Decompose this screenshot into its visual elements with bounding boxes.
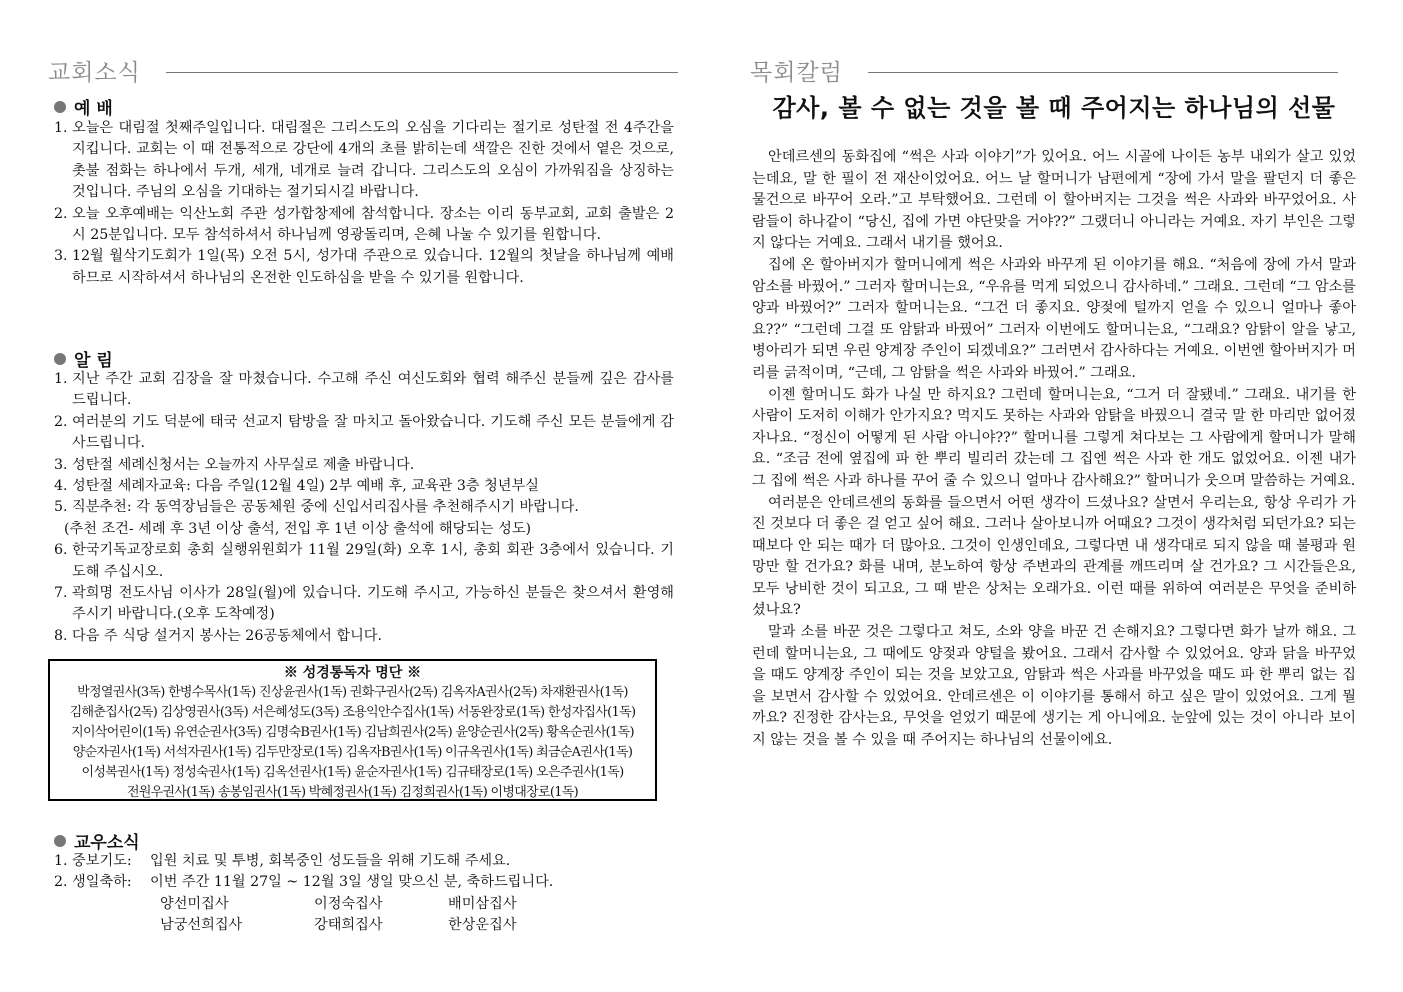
church-news-title: 교회소식 (48, 54, 151, 87)
bullet-icon (54, 835, 66, 847)
alumni-title: 교우소식 (74, 833, 140, 853)
reader-row: 양순자권사(1독) 서석자권사(1독) 김두만장로(1독) 김옥자B권사(1독) 이규옥권사(1독) 최금순A권사(1독) (72, 745, 633, 760)
birthday-name: 이정숙집사 (314, 895, 383, 912)
birthday-name: 남궁선희집사 (160, 916, 243, 933)
birthday-name: 강태희집사 (314, 916, 383, 933)
column-paragraph: 이젠 할머니도 화가 나실 만 하지요? 그런데 할머니는요, “그거 더 잘됐네.” 그래요. 내기를 한 사람이 도저히 이해가 안가지요? 먹지도 못하는 사과와 암탉을 바꿨으니 결국 말 한 마리만 없어졌자나요. “정신이 어떻게 된 사람 아니야??” 할머니를 그렇게 쳐다보는 그 사람에게 할머니가 말해요. “조금 전에 옆집에 파 한 뿌리 빌리러 갔는데 그 집엔 썩은 사과 한 개도 없었어요. 이젠 내가 그 집에 썩은 사과 하나를 꾸어 줄 수 있으니 얼마나 감사해요?” 할머니가 웃으며 말씀하는 거예요. (752, 386, 1356, 489)
list-item: 6. 한국기독교장로회 총회 실행위원회가 11월 29일(화) 오후 1시, 총회 회관 3층에서 있습니다. 기도해 주십시오. (54, 542, 674, 580)
reader-row: 박정열권사(3독) 한병수목사(1독) 진상윤권사(1독) 권화구권사(2독) 김옥자A권사(2독) 차재환권사(1독) (77, 685, 628, 700)
column-paragraph: 안데르센의 동화집에 “썩은 사과 이야기”가 있어요. 어느 시골에 나이든 농부 내외가 살고 있었는데요, 말 한 필이 전 재산이었어요. 어느 날 할머니가 남편에게 “장에 가서 말을 팔던지 더 좋은 물건으로 바꾸어 오라.”고 부탁했어요. 그런데 이 할아버지는 그것을 썩은 사과와 바꾸었어요. 사람들이 하나같이 “당신, 집에 가면 야단맞을 거야??” 그랬더니 아니라는 거예요. 자기 부인은 그렇지 않다는 거예요. 그래서 내기를 했어요. (752, 149, 1356, 252)
list-item: 4. 성탄절 세례자교육: 다음 주일(12월 4일) 2부 예배 후, 교육관 3층 청년부실 (54, 478, 539, 495)
column-paragraph: 집에 온 할아버지가 할머니에게 썩은 사과와 바꾸게 된 이야기를 해요. “처음에 장에 가서 말과 암소를 바꿨어.” 그러자 할머니는요, “우유를 먹게 되었으니 감사하네.” 그래요. 그런데 “그 암소를 양과 바꿨어?” 그러자 할머니는요. “그건 더 좋지요. 양젖에 털까지 얻을 수 있으니 얼마나 좋아요??” “그런데 그걸 또 암탉과 바꿨어” 그러자 이번에도 할머니는요, “그래요? 암탉이 알을 낳고, 병아리가 되면 우린 양계장 주인이 되겠네요?” 그러면서 감사하다는 거예요. 이번엔 할아버지가 머리를 긁적이며, “근데, 그 암탉을 썩은 사과와 바꿨어.” 그래요. (752, 256, 1356, 381)
birthday-label: 2. 생일축하: (54, 874, 132, 891)
prayer-text: 입원 치료 및 투병, 회복중인 성도들을 위해 기도해 주세요. (150, 853, 511, 869)
reader-row: 김해춘집사(2독) 김상영권사(3독) 서은혜성도(3독) 조용익안수집사(1독) 서동완장로(1독) 한성자집사(1독) (69, 705, 636, 720)
list-item: 7. 곽희명 전도사님 이사가 28일(월)에 있습니다. 기도해 주시고, 가능하신 분들은 찾으셔서 환영해 주시기 바랍니다.(오후 도착예정) (54, 585, 674, 623)
header-rule (166, 72, 678, 73)
bible-reading-box (48, 659, 657, 801)
column-title: 감사, 볼 수 없는 것을 볼 때 주어지는 하나님의 선물 (772, 94, 1336, 122)
bullet-icon (54, 353, 66, 365)
worship-list (50, 118, 674, 289)
bullet-icon (54, 101, 66, 113)
recommendation-condition: (추천 조건- 세례 후 3년 이상 출석, 전입 후 1년 이상 출석에 해당되는 성도) (64, 520, 532, 537)
birthday-name: 한상운집사 (448, 916, 517, 933)
notices-heading (54, 346, 113, 371)
birthday-name: 배미삼집사 (448, 895, 517, 912)
list-item: 2. 오늘 오후예배는 익산노회 주관 성가합창제에 참석합니다. 장소는 이리 동부교회, 교회 출발은 2시 25분입니다. 모두 참석하셔서 하나님께 영광돌리며, 은혜 나눌 수 있기를 원합니다. (54, 205, 674, 244)
reader-row: 지이삭어린이(1독) 유연순권사(3독) 김명숙B권사(1독) 김남희권사(2독) 윤양순권사(2독) 황옥순권사(1독) (71, 725, 634, 740)
notices-title: 알 림 (74, 351, 113, 371)
pastor-column-label: 목회칼럼 (750, 54, 853, 87)
list-item: 5. 직분추천: 각 동역장님들은 공동체원 중에 신입서리집사를 추천해주시기 바랍니다. (추천 조건- 세례 후 3년 이상 출석, 전입 후 1년 이상 출석에 해당되는 성도) (54, 499, 579, 537)
worship-heading (54, 94, 113, 119)
list-item: 3. 12월 월삭기도회가 1일(목) 오전 5시, 성가대 주관으로 있습니다. 12월의 첫날을 하나님께 예배하므로 시작하셔서 하나님의 온전한 인도하심을 받을 수 있기를 원합니다. (54, 248, 674, 286)
pastor-column-header (750, 52, 1358, 86)
birthday-names-row (50, 894, 678, 915)
list-item: 1. 지난 주간 교회 김장을 잘 마쳤습니다. 수고해 주신 여신도회와 협력 해주신 분들께 깊은 감사를 드립니다. (54, 371, 674, 409)
alumni-news (50, 851, 678, 936)
worship-title: 예 배 (74, 99, 113, 119)
prayer-label: 1. 중보기도: (54, 853, 132, 869)
church-news-header (48, 52, 678, 86)
birthday-text: 이번 주간 11월 27일 ~ 12월 3일 생일 맞으신 분, 축하드립니다. (150, 874, 554, 891)
list-item: 2. 여러분의 기도 덕분에 태국 선교지 탐방을 잘 마치고 돌아왔습니다. 기도해 주신 모든 분들에게 감사드립니다. (54, 413, 674, 452)
list-item: 3. 성탄절 세례신청서는 오늘까지 사무실로 제출 바랍니다. (54, 456, 415, 473)
alumni-heading (54, 828, 140, 853)
column-paragraph: 말과 소를 바꾼 것은 그렇다고 쳐도, 소와 양을 바꾼 건 손해지요? 그렇다면 화가 날까 해요. 그런데 할머니는요, 그 때에도 양젖과 양털을 봤어요. 그래서 감사할 수 있었어요. 양과 닭을 바꾸었을 때도 양계장 주인이 되는 것을 보았고요, 암탉과 썩은 사과를 바꾸었을 때도 파 한 뿌리 없는 집을 보면서 감사할 수 있었어요. 안데르센은 이 이야기를 통해서 하고 싶은 말이 있었어요. 그게 뭘까요? 진정한 감사는요, 무엇을 얻었기 때문에 생기는 게 아니에요. 눈앞에 있는 것이 아니라 보이지 않는 것을 볼 수 있을 때 주어지는 하나님의 선물이에요. (752, 624, 1356, 749)
list-item: 8. 다음 주 식당 설거지 봉사는 26공동체에서 합니다. (54, 627, 383, 644)
birthday-line (50, 872, 678, 893)
reader-row: 전원우권사(1독) 송봉임권사(1독) 박혜정권사(1독) 김정희권사(1독) 이병대장로(1독) (126, 785, 579, 800)
bible-reading-title: ※ 성경통독자 명단 ※ (283, 665, 422, 681)
header-rule (868, 72, 1338, 73)
reader-row: 이성복권사(1독) 정성숙권사(1독) 김옥선권사(1독) 윤순자권사(1독) 김규태장로(1독) 오은주권사(1독) (81, 765, 624, 780)
birthday-names-row (50, 915, 678, 936)
birthday-name: 양선미집사 (160, 895, 229, 912)
notices-list (50, 369, 674, 647)
column-paragraph: 여러분은 안데르센의 동화를 들으면서 어떤 생각이 드셨나요? 살면서 우리는요, 항상 우리가 가진 것보다 더 좋은 걸 얻고 싶어 해요. 그러나 살아보니까 어때요? 그것이 생각처럼 되던가요? 되는 때보다 안 되는 때가 더 많아요. 그것이 인생인데요, 그렇다면 내 생각대로 되지 않을 때 불평과 원망만 할 건가요? 화를 내며, 분노하여 항상 주변과의 관계를 깨뜨리며 살 건가요? 그 시간들은요, 모두 낭비한 것이 되고요, 그 때 받은 상처는 오래가요. 이런 때를 위하여 여러분은 무엇을 준비하셨나요? (752, 494, 1356, 619)
column-body (752, 147, 1356, 752)
list-item: 1. 오늘은 대림절 첫째주일입니다. 대림절은 그리스도의 오심을 기다리는 절기로 성탄절 전 4주간을 지킵니다. 교회는 이 때 전통적으로 강단에 4개의 초를 밝히는데 색깔은 진한 것에서 옅은 것으로, 촛불 점화는 하나에서 두개, 세개, 네개로 늘려 갑니다. 그리스도의 오심이 가까워짐을 상징하는 것입니다. 주님의 오심을 기대하는 절기되시길 바랍니다. (54, 120, 674, 201)
prayer-line (50, 851, 678, 872)
